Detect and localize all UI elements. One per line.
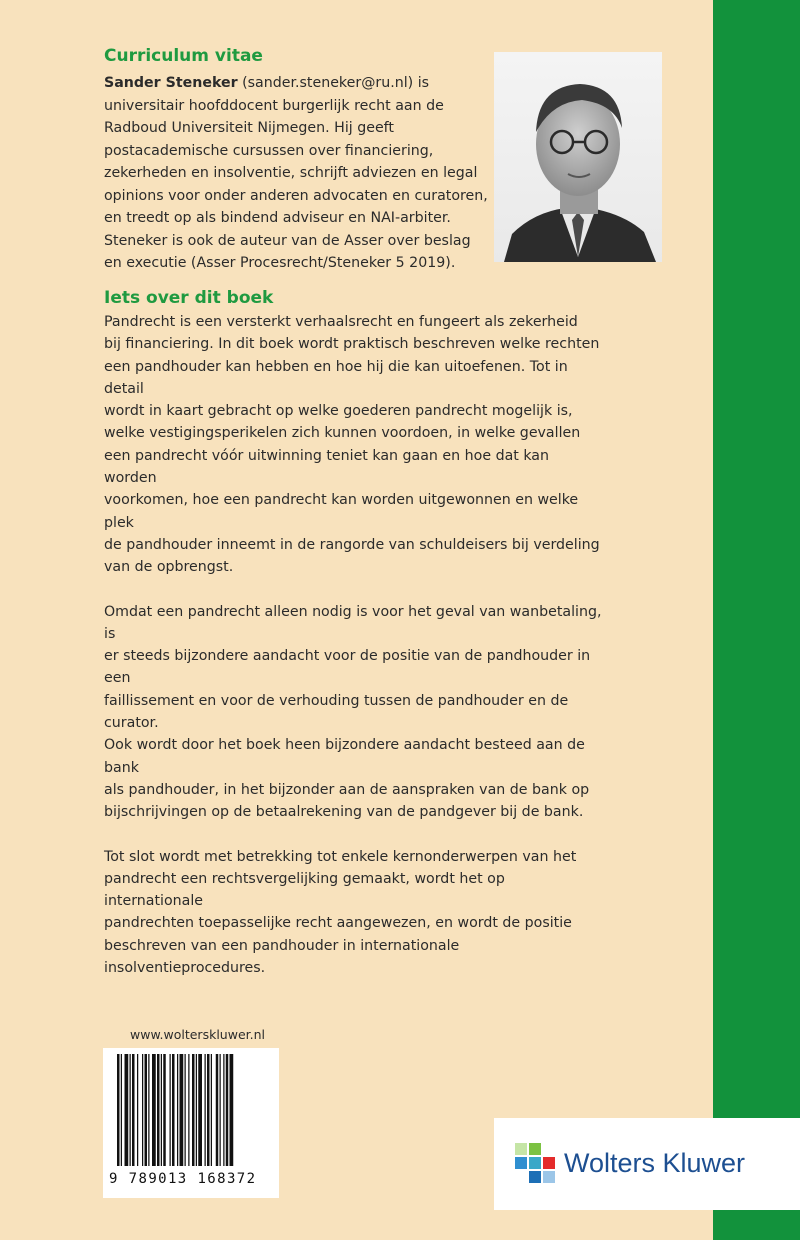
author-name: Sander Steneker	[104, 75, 238, 91]
barcode-digits: 9 789013 168372	[109, 1171, 257, 1187]
cv-heading: Curriculum vitae	[104, 46, 263, 66]
author-portrait	[494, 52, 662, 262]
about-paragraph: Pandrecht is een versterkt verhaalsrecht en fungeert als zekerheid bij financiering. In dit boek wordt praktisch beschreven welke rechten een pandhouder kan hebben en hoe hij die kan uitoefenen. Tot in detail wordt in kaart gebracht op welke goederen pandrecht mogelijk is, welke vestigingsperikelen zich kunnen voordoen, in welke gevallen een pandrecht vóór uitwinning teniet kan gaan en hoe dat kan worden voorkomen, hoe een pandrecht kan worden uitgewonnen en welke plek de pandhouder inneemt in de rangorde van schuldeisers bij verdeling van de opbrengst.	[104, 314, 600, 576]
about-paragraph: Omdat een pandrecht alleen nodig is voor het geval van wanbetaling, is er steeds bijzondere aandacht voor de positie van de pandhouder in een faillissement en voor de verhouding tussen de pandhouder en de curator. Ook wordt door het boek heen bijzondere aandacht besteed aan de bank als pandhouder, in het bijzonder aan de aanspraken van de bank op bijschrijvingen op de betaalrekening van de pandgever bij de bank.	[104, 603, 602, 821]
website-link[interactable]: www.wolterskluwer.nl	[130, 1027, 265, 1042]
about-paragraph: Tot slot wordt met betrekking tot enkele kernonderwerpen van het pandrecht een rechtsvergelijking gemaakt, wordt het op internationale pandrechten toepasselijke recht aangewezen, en wordt de positie beschreven van een pandhouder in internationale insolventieprocedures.	[104, 848, 577, 977]
isbn-barcode	[103, 1048, 279, 1198]
barcode-bars	[117, 1054, 265, 1172]
green-side-strip	[713, 0, 800, 1240]
cv-text	[104, 72, 489, 275]
wolters-kluwer-logo-icon	[514, 1142, 556, 1184]
publisher-name: Wolters Kluwer	[564, 1148, 746, 1178]
about-heading: Iets over dit boek	[104, 288, 274, 308]
publisher-logo	[494, 1118, 800, 1210]
about-body	[104, 311, 604, 1001]
cv-body: (sander.steneker@ru.nl) is universitair hoofddocent burgerlijk recht aan de Radboud Universiteit Nijmegen. Hij geeft postacademische cursussen over financiering, zekerheden en insolventie, schrijft adviezen en legal opinions voor onder anderen advocaten en curatoren, en treedt op als bindend adviseur en NAI-arbiter. Steneker is ook de auteur van de Asser over beslag en executie (Asser Procesrecht/Steneker 5 2019).	[104, 75, 488, 271]
